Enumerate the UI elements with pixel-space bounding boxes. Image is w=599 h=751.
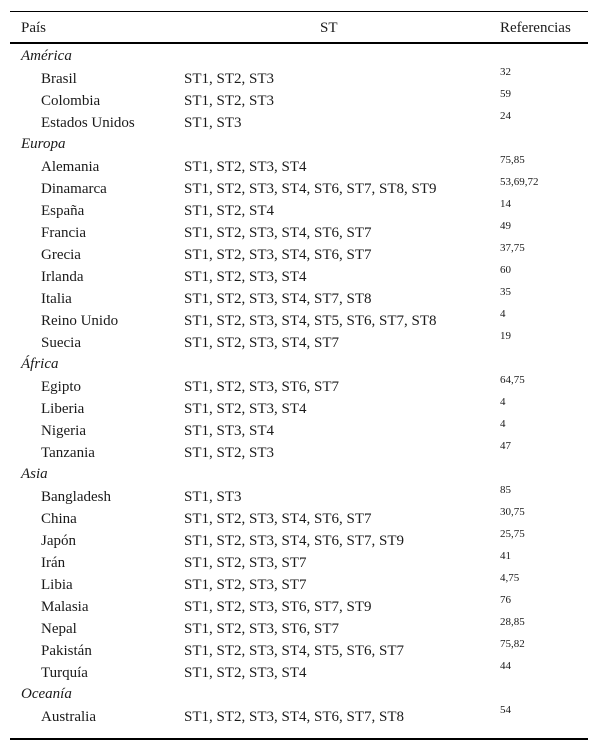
table-row — [10, 375, 588, 397]
table-row — [10, 111, 588, 133]
st-cell: ST1, ST2, ST3 — [184, 445, 275, 461]
st-cell: ST1, ST2, ST3, ST6, ST7 — [184, 379, 340, 395]
references-cell: 4,75 — [500, 572, 520, 584]
st-cell: ST1, ST2, ST3, ST7 — [184, 555, 307, 571]
header-references: Referencias — [500, 20, 571, 36]
st-cell: ST1, ST2, ST3, ST4 — [184, 401, 307, 417]
table-row — [10, 221, 588, 243]
table-row — [10, 661, 588, 683]
region-label: Oceanía — [21, 686, 72, 702]
table-row — [10, 419, 588, 441]
references-cell: 59 — [500, 88, 511, 100]
group-row — [10, 133, 588, 155]
references-cell: 37,75 — [500, 242, 525, 254]
st-cell: ST1, ST2, ST3, ST7 — [184, 577, 307, 593]
references-cell: 85 — [500, 484, 511, 496]
references-cell: 75,85 — [500, 154, 525, 166]
references-cell: 44 — [500, 660, 511, 672]
references-cell: 41 — [500, 550, 511, 562]
table-row — [10, 287, 588, 309]
country-cell: Tanzania — [41, 445, 95, 461]
country-cell: Pakistán — [41, 643, 92, 659]
table-row — [10, 617, 588, 639]
references-cell: 24 — [500, 110, 511, 122]
country-cell: Turquía — [41, 665, 88, 681]
st-cell: ST1, ST2, ST3, ST4 — [184, 269, 307, 285]
country-cell: Suecia — [41, 335, 81, 351]
table-row — [10, 551, 588, 573]
st-cell: ST1, ST2, ST3, ST4, ST6, ST7 — [184, 225, 372, 241]
st-cell: ST1, ST2, ST3, ST4, ST6, ST7, ST8 — [184, 709, 405, 725]
table-row — [10, 177, 588, 199]
table-row — [10, 67, 588, 89]
table-row — [10, 507, 588, 529]
table-row — [10, 155, 588, 177]
references-cell: 49 — [500, 220, 511, 232]
country-cell: Irán — [41, 555, 66, 571]
country-cell: Grecia — [41, 247, 81, 263]
table-row — [10, 441, 588, 463]
references-cell: 32 — [500, 66, 511, 78]
references-cell: 53,69,72 — [500, 176, 539, 188]
table-row — [10, 243, 588, 265]
st-cell: ST1, ST2, ST3, ST4, ST5, ST6, ST7, ST8 — [184, 313, 437, 329]
country-cell: Brasil — [41, 71, 77, 87]
region-label: África — [21, 356, 59, 372]
group-row — [10, 463, 588, 485]
table-row — [10, 639, 588, 661]
header-st: ST — [320, 20, 338, 36]
table-row — [10, 397, 588, 419]
st-cell: ST1, ST2, ST3, ST6, ST7 — [184, 621, 340, 637]
references-cell: 19 — [500, 330, 511, 342]
st-cell: ST1, ST2, ST3, ST4, ST5, ST6, ST7 — [184, 643, 405, 659]
references-cell: 76 — [500, 594, 511, 606]
country-cell: Estados Unidos — [41, 115, 135, 131]
country-cell: Italia — [41, 291, 72, 307]
st-cell: ST1, ST2, ST3, ST4, ST6, ST7 — [184, 247, 372, 263]
header-rule — [10, 42, 588, 44]
table-row — [10, 199, 588, 221]
country-cell: Liberia — [41, 401, 85, 417]
region-label: América — [21, 48, 72, 64]
country-cell: Malasia — [41, 599, 89, 615]
country-cell: Alemania — [41, 159, 100, 175]
table-row — [10, 331, 588, 353]
table-row — [10, 485, 588, 507]
st-cell: ST1, ST3 — [184, 115, 242, 131]
st-cell: ST1, ST2, ST3 — [184, 71, 275, 87]
table-row — [10, 595, 588, 617]
table-bottom-rule — [10, 738, 588, 740]
country-cell: Libia — [41, 577, 73, 593]
st-cell: ST1, ST3 — [184, 489, 242, 505]
st-cell: ST1, ST2, ST3, ST4 — [184, 665, 307, 681]
st-cell: ST1, ST3, ST4 — [184, 423, 275, 439]
references-cell: 60 — [500, 264, 511, 276]
st-cell: ST1, ST2, ST3, ST4, ST6, ST7, ST8, ST9 — [184, 181, 437, 197]
country-cell: Australia — [41, 709, 96, 725]
country-cell: Francia — [41, 225, 86, 241]
group-row — [10, 45, 588, 67]
header-country: País — [21, 20, 47, 36]
st-cell: ST1, ST2, ST3, ST4, ST7, ST8 — [184, 291, 372, 307]
country-cell: Egipto — [41, 379, 81, 395]
country-cell: Colombia — [41, 93, 101, 109]
references-cell: 4 — [500, 308, 506, 320]
country-cell: Nigeria — [41, 423, 86, 439]
country-cell: España — [41, 203, 85, 219]
country-cell: Nepal — [41, 621, 77, 637]
st-cell: ST1, ST2, ST3, ST4, ST6, ST7, ST9 — [184, 533, 405, 549]
st-cell: ST1, ST2, ST3 — [184, 93, 275, 109]
references-cell: 30,75 — [500, 506, 525, 518]
st-cell: ST1, ST2, ST3, ST4 — [184, 159, 307, 175]
references-cell: 64,75 — [500, 374, 525, 386]
country-cell: Japón — [41, 533, 76, 549]
region-label: Asia — [21, 466, 48, 482]
references-cell: 75,82 — [500, 638, 525, 650]
references-cell: 47 — [500, 440, 511, 452]
st-cell: ST1, ST2, ST3, ST4, ST6, ST7 — [184, 511, 372, 527]
table-row — [10, 529, 588, 551]
table-row — [10, 573, 588, 595]
region-label: Europa — [21, 136, 66, 152]
st-cell: ST1, ST2, ST4 — [184, 203, 275, 219]
country-cell: Reino Unido — [41, 313, 119, 329]
references-cell: 28,85 — [500, 616, 525, 628]
references-cell: 4 — [500, 396, 506, 408]
references-cell: 54 — [500, 704, 511, 716]
table-row — [10, 309, 588, 331]
references-cell: 4 — [500, 418, 506, 430]
group-row — [10, 683, 588, 705]
country-cell: Dinamarca — [41, 181, 107, 197]
references-cell: 14 — [500, 198, 511, 210]
references-cell: 35 — [500, 286, 511, 298]
table-top-rule — [10, 11, 588, 12]
table-row — [10, 705, 588, 727]
country-cell: Bangladesh — [41, 489, 111, 505]
group-row — [10, 353, 588, 375]
st-cell: ST1, ST2, ST3, ST6, ST7, ST9 — [184, 599, 372, 615]
table-row — [10, 89, 588, 111]
st-cell: ST1, ST2, ST3, ST4, ST7 — [184, 335, 340, 351]
country-cell: Irlanda — [41, 269, 84, 285]
table-row — [10, 265, 588, 287]
country-cell: China — [41, 511, 77, 527]
table-body — [10, 45, 588, 727]
references-cell: 25,75 — [500, 528, 525, 540]
